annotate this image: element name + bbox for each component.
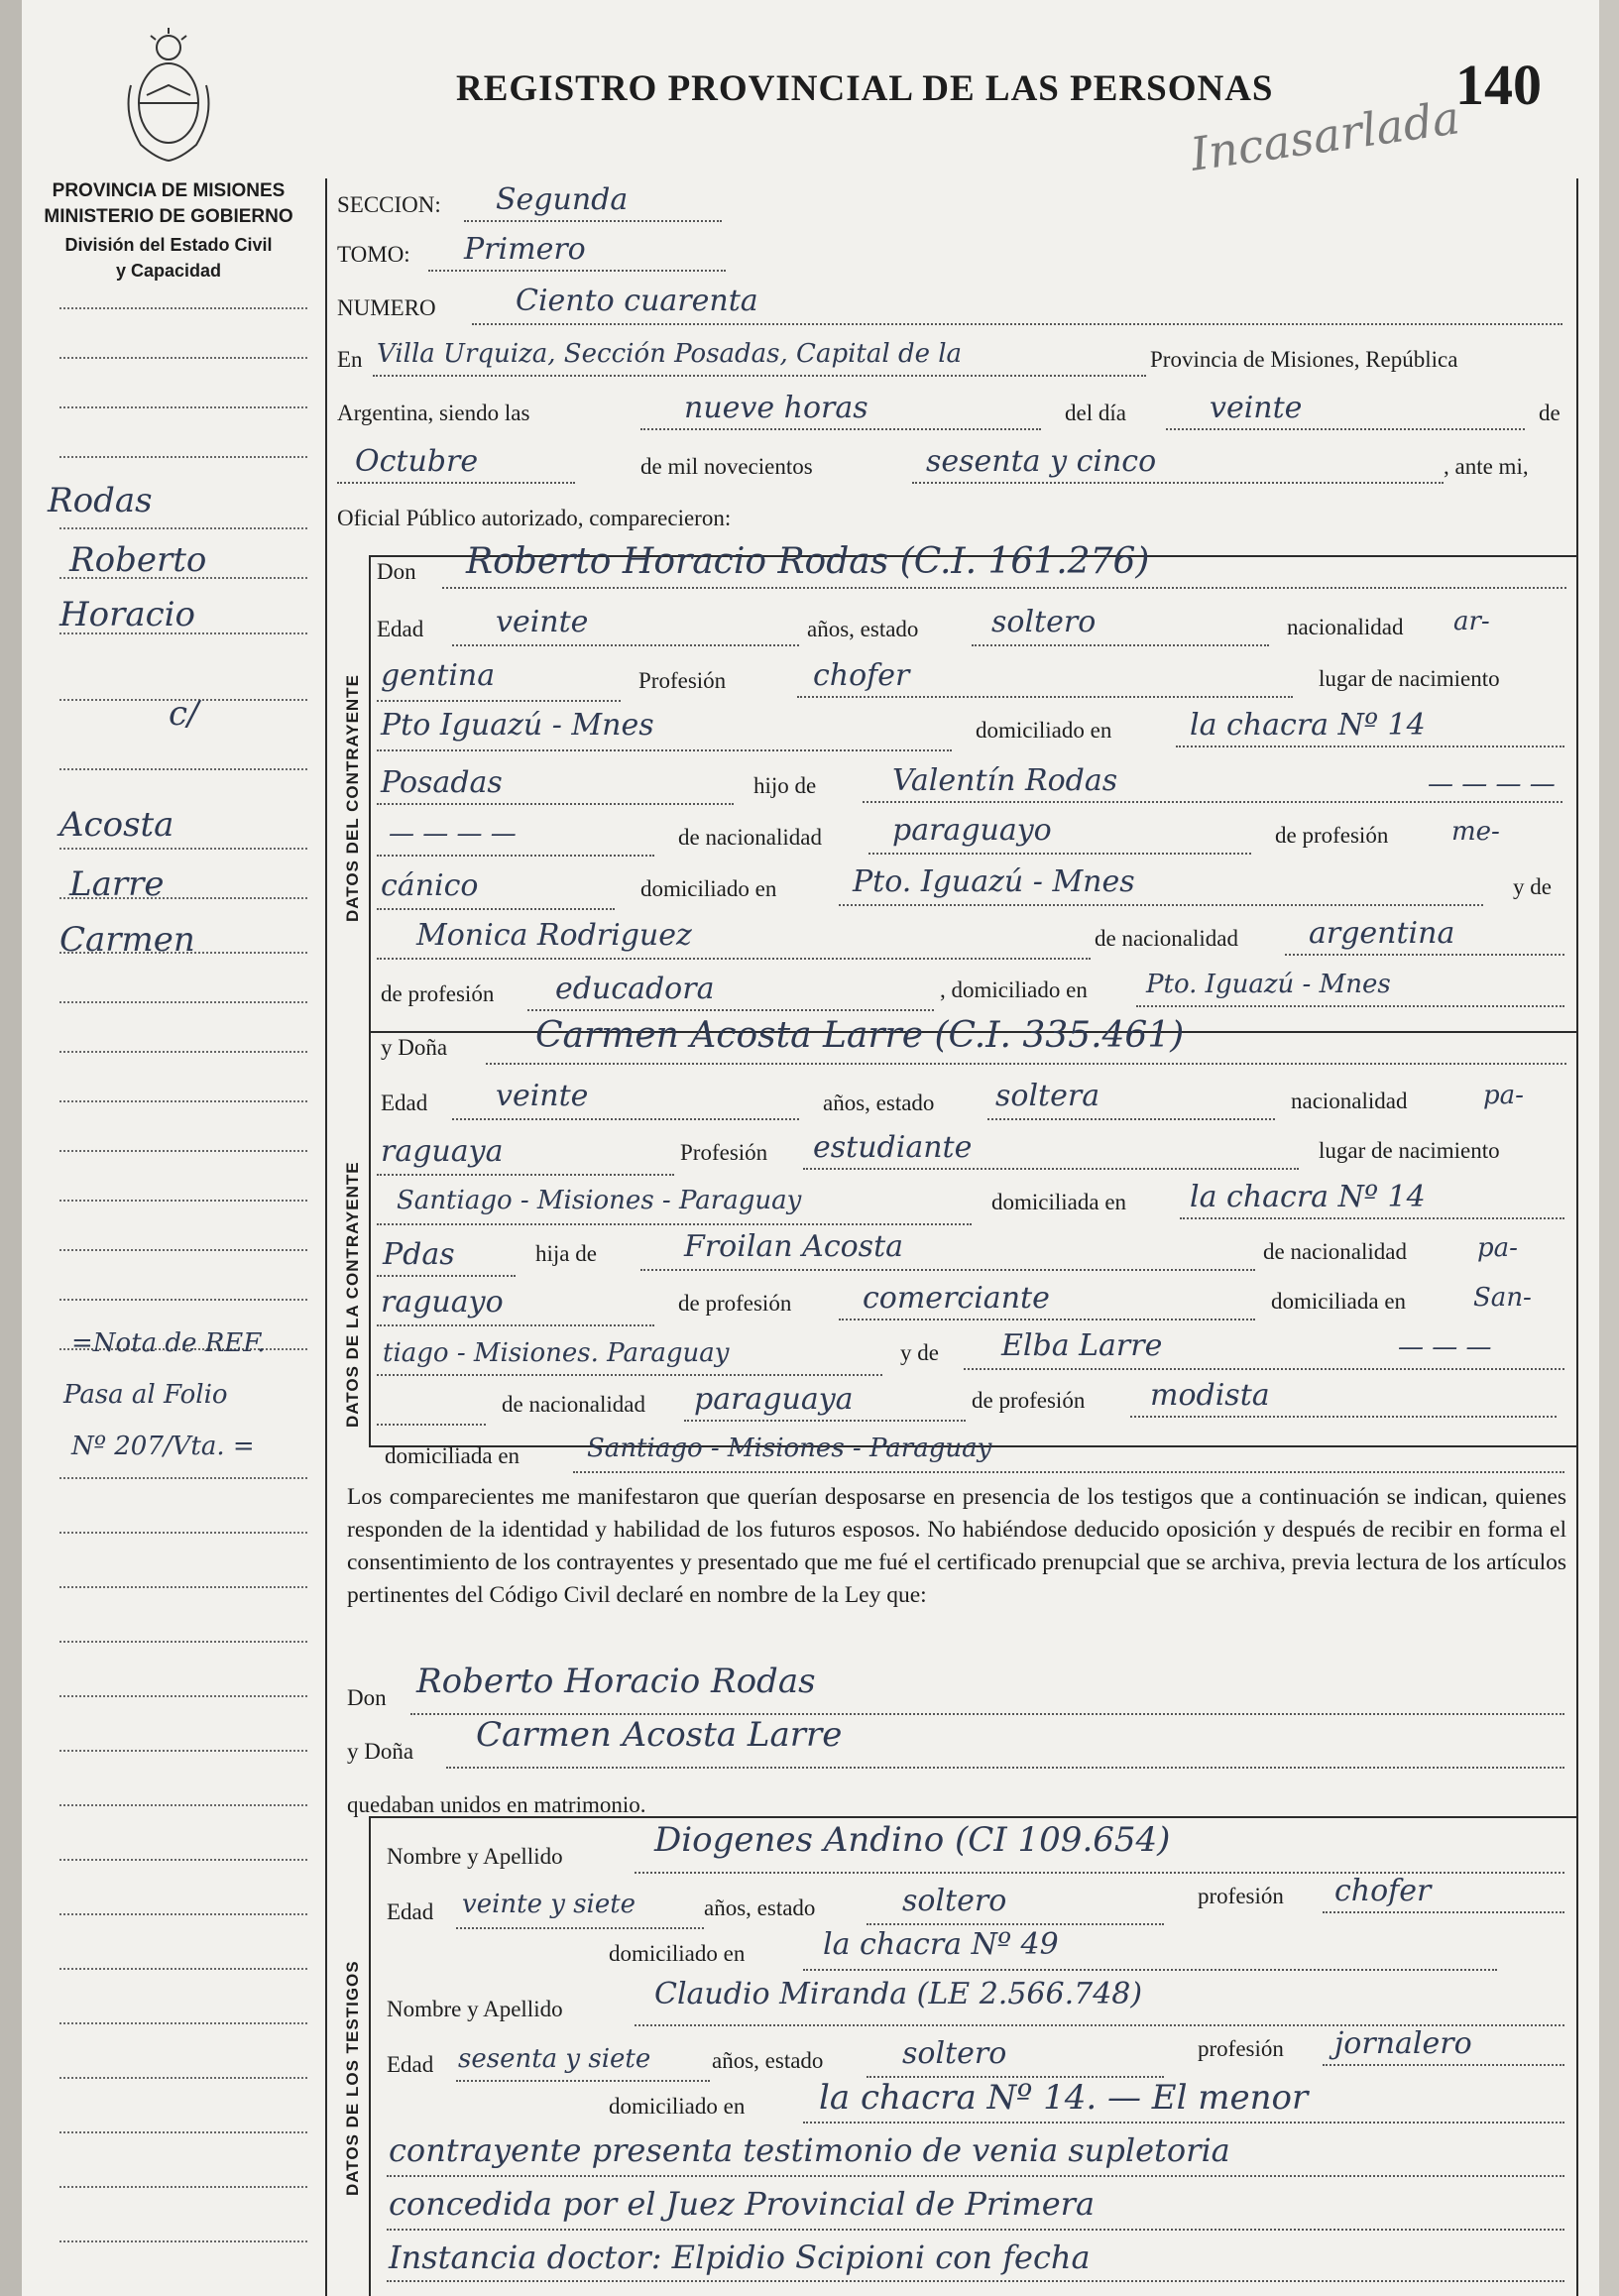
t1-edad: veinte y siete [462, 1890, 636, 1919]
c2-nac-part1: pa- [1483, 1081, 1524, 1110]
c2-lugar: Santiago - Misiones - Paraguay [397, 1186, 802, 1215]
numero-value: Ciento cuarenta [516, 284, 758, 318]
c2-dash-fill: — — — [1398, 1332, 1492, 1362]
seccion-value: Segunda [496, 182, 629, 217]
margin-line [59, 1641, 307, 1643]
c2-madre-nac-line [684, 1420, 966, 1422]
margin-ref-note3: Nº 207/Vta. = [71, 1432, 255, 1461]
anio-value: sesenta y cinco [926, 444, 1157, 479]
margin-surname-larre: Larre [69, 864, 165, 904]
c1-nac2-line [377, 700, 621, 702]
contrayentes-inner-border [369, 555, 371, 1447]
c1-dom-line [1176, 746, 1564, 747]
c1-y-de-label: y de [1513, 874, 1552, 899]
c2-edad-line [452, 1118, 799, 1120]
margin-line [59, 1299, 307, 1301]
margin-line [59, 1913, 307, 1915]
c1-lugar-line [377, 749, 952, 751]
note-line3-rule [387, 2280, 1564, 2282]
t2-prof: jornalero [1334, 2026, 1472, 2061]
c1-madre-dom: Pto. Iguazú - Mnes [1146, 970, 1391, 999]
c2-edad-label: Edad [381, 1091, 428, 1115]
c1-madre-nac-label: de nacionalidad [1095, 926, 1238, 951]
margin-line [59, 1051, 307, 1053]
c2-estado: soltera [995, 1079, 1100, 1113]
c1-madre-prof-label: de profesión [381, 981, 495, 1006]
c2-padre-prof-line [839, 1319, 1255, 1320]
c1-padre-nac: paraguayo [892, 813, 1052, 848]
t1-nombre-label: Nombre y Apellido [387, 1844, 563, 1869]
c2-domiciliada-label: domiciliada en [991, 1190, 1127, 1214]
c2-domicilio-p1: la chacra Nº 14 [1190, 1180, 1426, 1214]
margin-ref-note1: =Nota de REF. [71, 1328, 266, 1358]
c2-domicilio-p2: Pdas [383, 1237, 455, 1272]
division-line1: División del Estado Civil [64, 235, 273, 255]
c1-name: Roberto Horacio Rodas (C.I. 161.276) [466, 541, 1150, 582]
c1-madre-dom-label: , domiciliado en [940, 977, 1088, 1002]
note-line3: Instancia doctor: Elpidio Scipioni con fecha [389, 2239, 1091, 2276]
t1-dom-line [803, 1969, 1497, 1971]
document-title: REGISTRO PROVINCIAL DE LAS PERSONAS [456, 68, 1274, 109]
del-dia-label: del día [1065, 401, 1126, 425]
c2-nac-part2: raguaya [381, 1134, 504, 1169]
margin-line [59, 768, 307, 770]
margin-line [59, 307, 307, 309]
c1-padre-dom: Pto. Iguazú - Mnes [853, 864, 1135, 899]
c2-name: Carmen Acosta Larre (C.I. 335.461) [535, 1015, 1185, 1056]
hora-line [640, 428, 1041, 430]
tomo-label: TOMO: [337, 242, 410, 267]
anio-line [912, 482, 1444, 484]
t2-dom-line [803, 2122, 1564, 2124]
margin-surname-rodas: Rodas [48, 481, 153, 520]
margin-line [59, 1200, 307, 1202]
margin-name-horacio: Horacio [59, 595, 196, 634]
c2-madre-nac-label: de nacionalidad [502, 1392, 645, 1417]
c2-padre-line [640, 1269, 1255, 1271]
c1-estado: soltero [991, 605, 1097, 639]
margin-line [59, 2022, 307, 2024]
c1-padre-prof-p2: cánico [381, 868, 479, 903]
argentina-text: Argentina, siendo las [337, 401, 530, 425]
c1-padre: Valentín Rodas [892, 763, 1118, 798]
c1-dash-fill-a: — — — — [1428, 769, 1556, 799]
c2-lugar-label: lugar de nacimiento [1319, 1138, 1500, 1163]
margin-name-roberto: Roberto [69, 540, 207, 580]
decl-don-name: Roberto Horacio Rodas [416, 1662, 816, 1701]
margin-line [59, 1532, 307, 1534]
ministry-heading: MINISTERIO DE GOBIERNO [44, 206, 293, 227]
page-right-edge [1599, 0, 1619, 2296]
c1-dom2-line [377, 803, 734, 805]
division-line2: y Capacidad [115, 261, 222, 281]
margin-line [59, 527, 307, 529]
margin-line [59, 2186, 307, 2188]
c2-madre-line [964, 1368, 1564, 1370]
c2-padre-dom-p2: tiago - Misiones. Paraguay [383, 1338, 730, 1368]
de-label: de [1539, 401, 1561, 425]
t2-nombre-label: Nombre y Apellido [387, 1997, 563, 2021]
c2-padre-nac-p2: raguayo [381, 1285, 504, 1320]
margin-connector: c/ [169, 694, 199, 734]
dia-value: veinte [1210, 391, 1303, 425]
c1-de-nac-label: de nacionalidad [678, 825, 822, 850]
t2-name: Claudio Miranda (LE 2.566.748) [654, 1977, 1143, 2011]
margin-line [59, 1859, 307, 1861]
t2-anios-label: años, estado [712, 2048, 824, 2073]
c1-edad: veinte [496, 605, 589, 639]
seccion-label: SECCION: [337, 192, 441, 217]
stamp-signature: Incasarlada [1187, 90, 1463, 181]
note-line2-rule [387, 2229, 1564, 2231]
c1-padre-prof-p1: me- [1451, 817, 1500, 847]
section-label-contrayente: DATOS DEL CONTRAYENTE [343, 674, 362, 922]
t1-dom-label: domiciliado en [609, 1941, 746, 1966]
margin-name-carmen: Carmen [59, 920, 195, 960]
c1-madre-nac: argentina [1309, 916, 1455, 951]
c1-name-line [442, 587, 1566, 589]
t1-edad-line [456, 1927, 704, 1929]
c1-madre-nac-line [1285, 954, 1564, 956]
c1-dash-line [377, 855, 654, 857]
c1-prof2-line [377, 908, 615, 910]
ante-mi-label: , ante mi, [1444, 454, 1529, 479]
c1-madre: Monica Rodriguez [416, 918, 692, 953]
c1-madre-line [377, 958, 1091, 960]
c1-edad-line [452, 644, 799, 646]
c2-padre-nac-p1: pa- [1477, 1233, 1518, 1263]
dia-line [1166, 428, 1525, 430]
margin-line [59, 1150, 307, 1152]
decl-dona-name: Carmen Acosta Larre [476, 1715, 843, 1755]
c2-padre-dom-p1: San- [1473, 1283, 1532, 1313]
c2-de-nac-label: de nacionalidad [1263, 1239, 1407, 1264]
t2-profesion-label: profesión [1198, 2036, 1284, 2061]
t1-edad-label: Edad [387, 1899, 434, 1924]
decl-dona-line [446, 1767, 1564, 1769]
t1-dom: la chacra Nº 49 [823, 1927, 1059, 1962]
c2-y-de-label: y de [900, 1340, 939, 1365]
c1-domicilio-p2: Posadas [381, 765, 503, 800]
margin-line [59, 1001, 307, 1003]
mes-value: Octubre [355, 444, 479, 479]
margin-line [59, 848, 307, 850]
t1-estado: soltero [902, 1884, 1007, 1918]
c1-domicilio-p1: la chacra Nº 14 [1190, 708, 1426, 743]
c1-dom-label-b: domiciliado en [640, 876, 777, 901]
folio-number: 140 [1455, 53, 1542, 117]
margin-line [59, 1477, 307, 1479]
c2-edad: veinte [496, 1079, 589, 1113]
t1-prof: chofer [1334, 1874, 1432, 1908]
c2-madre-prof-label: de profesión [972, 1388, 1086, 1413]
numero-line [472, 323, 1562, 325]
coat-of-arms-icon [117, 26, 220, 165]
c2-lugar-line [377, 1223, 972, 1225]
c2-dash-line [377, 1424, 486, 1426]
note-line1-rule [387, 2175, 1564, 2177]
main-right-border [1576, 178, 1578, 2296]
c1-lugar-label: lugar de nacimiento [1319, 666, 1500, 691]
t2-edad-line [456, 2080, 710, 2082]
tomo-line [428, 270, 726, 272]
margin-line [59, 357, 307, 359]
provincia-text: Provincia de Misiones, República [1150, 347, 1458, 372]
c2-estado-line [987, 1118, 1275, 1120]
margin-surname-acosta: Acosta [59, 805, 174, 845]
c2-nacionalidad-label: nacionalidad [1291, 1089, 1408, 1113]
main-left-border [325, 178, 327, 2296]
c2-madre-nac: paraguaya [694, 1382, 854, 1417]
c2-hija-label: hija de [535, 1241, 597, 1266]
c2-dom-line [1180, 1217, 1564, 1219]
margin-line [59, 1695, 307, 1697]
c1-madre-dom-line [1136, 1005, 1564, 1007]
c1-don-label: Don [377, 559, 416, 584]
note-line1: contrayente presenta testimonio de venia supletoria [389, 2131, 1230, 2169]
c2-padre-dom-line [377, 1374, 882, 1376]
margin-line [59, 2240, 307, 2242]
margin-line [59, 2077, 307, 2079]
c1-de-prof-label: de profesión [1275, 823, 1389, 848]
c2-madre-dom: Santiago - Misiones - Paraguay [587, 1434, 992, 1463]
t1-estado-line [867, 1923, 1164, 1925]
t1-anios-label: años, estado [704, 1895, 816, 1920]
numero-label: NUMERO [337, 295, 436, 320]
c2-profesion-line [803, 1168, 1299, 1170]
c2-profesion-label: Profesión [680, 1140, 768, 1165]
c2-de-prof-label: de profesión [678, 1291, 792, 1316]
page-left-edge [0, 0, 22, 2296]
t2-prof-line [1323, 2064, 1564, 2066]
t2-estado: soltero [902, 2036, 1007, 2071]
c1-nac-part2: gentina [381, 658, 496, 693]
c1-edad-label: Edad [377, 617, 424, 641]
margin-line [59, 1249, 307, 1251]
t2-edad-label: Edad [387, 2052, 434, 2077]
margin-line [59, 406, 307, 408]
t2-edad: sesenta y siete [458, 2044, 651, 2074]
c2-nac3-line [377, 1324, 654, 1326]
margin-line [59, 1804, 307, 1806]
c2-padre: Froilan Acosta [684, 1229, 904, 1264]
testigos-inner-border [369, 1816, 371, 2296]
c1-estado-line [972, 644, 1269, 646]
oficial-text: Oficial Público autorizado, comparecieron: [337, 506, 732, 530]
place-value: Villa Urquiza, Sección Posadas, Capital de la [377, 339, 963, 369]
c2-madre: Elba Larre [1001, 1328, 1163, 1363]
margin-line [59, 456, 307, 458]
en-label: En [337, 347, 363, 372]
c1-padre-dom-line [839, 904, 1483, 906]
t1-prof-line [1323, 1911, 1564, 1913]
quedaban-text: quedaban unidos en matrimonio. [347, 1792, 646, 1817]
c1-lugar: Pto Iguazú - Mnes [381, 708, 654, 743]
c2-madre-dom-label: domiciliada en [385, 1443, 520, 1468]
de-mil-label: de mil novecientos [640, 454, 813, 479]
c1-anios-label: años, estado [807, 617, 919, 641]
c2-profesion: estudiante [813, 1130, 973, 1165]
c1-padre-line [863, 801, 1562, 803]
c2-nac2-line [377, 1174, 674, 1176]
c1-profesion-line [797, 696, 1293, 698]
c1-madre-prof-line [527, 1009, 934, 1011]
decl-don-label: Don [347, 1685, 387, 1710]
c2-padre-prof: comerciante [863, 1281, 1050, 1316]
margin-line [59, 1586, 307, 1588]
note-line2: concedida por el Juez Provincial de Primera [389, 2185, 1096, 2223]
c2-dom2-line [377, 1275, 516, 1277]
margin-ref-note2: Pasa al Folio [63, 1380, 228, 1410]
t2-dom-label: domiciliado en [609, 2094, 746, 2119]
t1-profesion-label: profesión [1198, 1884, 1284, 1908]
c2-dona-label: y Doña [381, 1035, 448, 1060]
place-line [373, 375, 1146, 377]
c1-profesion-label: Profesión [638, 668, 727, 693]
c1-profesion: chofer [813, 658, 910, 693]
c2-madre-dom-line [573, 1471, 1564, 1473]
margin-line [59, 1100, 307, 1102]
margin-line [59, 1750, 307, 1752]
c2-name-line [486, 1063, 1566, 1065]
t2-dom: la chacra Nº 14. — El menor [819, 2078, 1309, 2118]
margin-line [59, 2131, 307, 2133]
section-label-testigos: DATOS DE LOS TESTIGOS [343, 1960, 362, 2196]
c1-nac-part1: ar- [1453, 607, 1490, 636]
seccion-line [464, 220, 722, 222]
decl-dona-label: y Doña [347, 1739, 414, 1764]
c1-domiciliado-label: domiciliado en [976, 718, 1112, 743]
c1-hijo-label: hijo de [753, 773, 817, 798]
c2-madre-prof: modista [1150, 1378, 1270, 1413]
declaration-paragraph: Los comparecientes me manifestaron que querían desposarse en presencia de los testigos que a continuación se indican, quienes responden de la identidad y habilidad de los futuros esposos. No habiéndose deducido oposición y después de recibir en forma el consentimiento de los contrayentes y presentado que me fué el certificado prenupcial que se archiva, previa lectura de los artículos pertinentes del Código Civil declaré en nombre de la Ley que: [347, 1484, 1566, 1608]
c2-padre-dom-label: domiciliada en [1271, 1289, 1407, 1314]
c1-nacionalidad-label: nacionalidad [1287, 615, 1404, 639]
c1-padre-nac-line [868, 853, 1251, 855]
c1-madre-prof: educadora [555, 972, 715, 1006]
tomo-value: Primero [464, 232, 586, 267]
mes-line [337, 482, 575, 484]
c1-dash-fill-b: — — — — [389, 819, 517, 849]
hora-value: nueve horas [684, 391, 868, 425]
t1-name: Diogenes Andino (CI 109.654) [654, 1820, 1171, 1860]
c2-madre-prof-line [1130, 1416, 1557, 1418]
section-label-contrayente2: DATOS DE LA CONTRAYENTE [343, 1161, 362, 1428]
province-heading: PROVINCIA DE MISIONES [52, 180, 286, 201]
margin-line [59, 1968, 307, 1970]
c2-anios-label: años, estado [823, 1091, 935, 1115]
